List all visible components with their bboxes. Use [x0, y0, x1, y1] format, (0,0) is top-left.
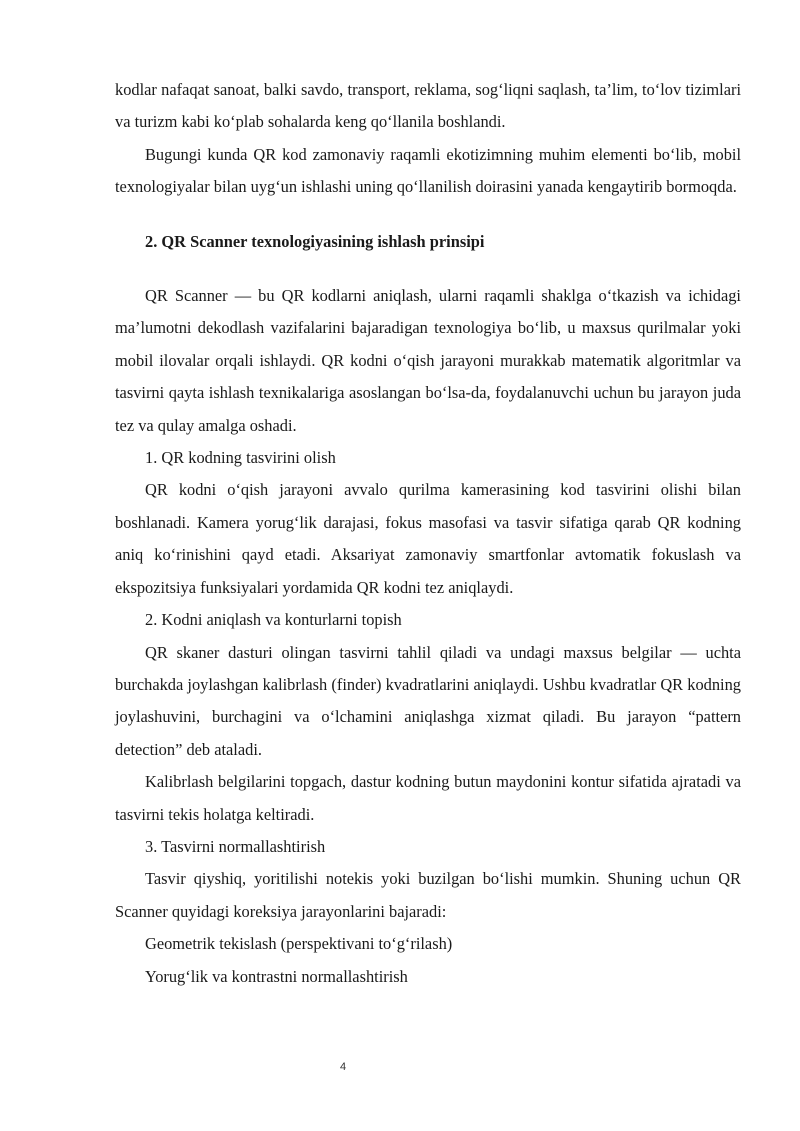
list-item: Geometrik tekislash (perspektivani to‘g‘rilash) [145, 934, 453, 954]
paragraph-qr-ecosystem: Bugungi kunda QR kod zamonaviy raqamli ekotizimning muhim elementi bo‘lib, mobil texnologiyalar bilan uyg‘un ishlashi uning qo‘llanilish doirasini yanada kengaytirib bormoqda. [115, 144, 741, 197]
page-number: 4 [339, 1061, 347, 1073]
step-2-title: 2. Kodni aniqlash va konturlarni topish [145, 610, 402, 630]
step-3-text: Tasvir qiyshiq, yoritilishi notekis yoki buzilgan bo‘lishi mumkin. Shuning uchun QR Scanner quyidagi koreksiya jarayonlarini bajaradi: [115, 869, 741, 921]
page-content [115, 74, 741, 993]
paragraph-scanner-intro: QR Scanner — bu QR kodlarni aniqlash, ularni raqamli shaklga o‘tkazish va ichidagi ma’lumotni dekodlash vazifalarini bajaradigan texnologiya bo‘lib, u maxsus qurilmalar yoki mobil ilovalar orqali ishlaydi. QR kodni o‘qish jarayoni murakkab matematik algoritmlar va tasvirni qayta ishlash texnikalariga asoslangan bo‘lsa-da, foydalanuvchi uchun bu jarayon juda tez va qulay amalga oshadi. [115, 286, 741, 435]
step-3-title: 3. Tasvirni normallashtirish [145, 836, 326, 856]
step-2-text-a: QR skaner dasturi olingan tasvirni tahlil qiladi va undagi maxsus belgilar — uchta burchakda joylashgan kalibrlash (finder) kvadratlarini aniqlaydi. Ushbu kvadratlar QR kodning joylashuvini, burchagini va o‘lchamini aniqlashga xizmat qiladi. Bu jarayon “pattern detection” deb ataladi. [115, 642, 741, 759]
step-2-text-b: Kalibrlash belgilarini topgach, dastur kodning butun maydonini kontur sifatida ajratadi va tasvirni tekis holatga keltiradi. [115, 772, 741, 824]
list-item: Yorug‘lik va kontrastni normallashtirish [145, 966, 408, 986]
step-1-title: 1. QR kodning tasvirini olish [145, 448, 336, 468]
step-1-text: QR kodni o‘qish jarayoni avvalo qurilma kamerasining kod tasvirini olishi bilan boshlanadi. Kamera yorug‘lik darajasi, fokus masofasi va tasvir sifatiga qarab QR kodning aniq ko‘rinishini qayd etadi. Aksariyat zamonaviy smartfonlar avtomatik fokuslash va ekspozitsiya funksiyalari yordamida QR kodni tez aniqlaydi. [115, 480, 741, 597]
section-heading: 2. QR Scanner texnologiyasining ishlash prinsipi [145, 231, 485, 251]
paragraph-continuation: kodlar nafaqat sanoat, balki savdo, transport, reklama, sog‘liqni saqlash, ta’lim, to‘lov tizimlari va turizm kabi ko‘plab sohalarda keng qo‘llanila boshlandi. [115, 80, 741, 132]
